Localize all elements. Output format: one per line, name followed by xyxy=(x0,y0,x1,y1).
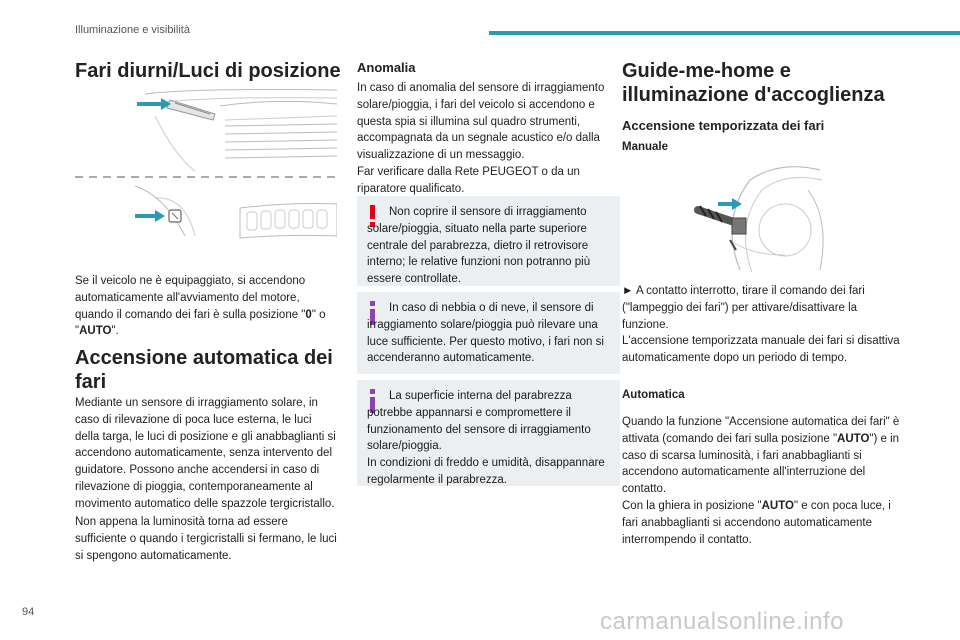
text-segment: Quando la funzione "Accensione automatica dei fari" è attivata (comando dei fari sulla posizione " xyxy=(622,416,900,445)
running-header: Illuminazione e visibilità xyxy=(75,24,190,36)
text-segment: " e con poca luce, i fari anabbaglianti si accendono automaticamente interrompendo il contatto. xyxy=(622,499,891,546)
paragraph-lights-off: Non appena la luminosità torna ad essere sufficiente o quando i tergicristalli si fermano, le luci si spengono automaticamente. xyxy=(75,516,337,562)
note-text: In caso di nebbia o di neve, il sensore di irraggiamento solare/pioggia può rilevare una luce sufficiente. Per questo motivo, i fari non si accenderanno automaticamente. xyxy=(367,302,604,365)
paragraph-daytime-lights xyxy=(75,273,337,340)
info-note-windshield xyxy=(357,380,620,486)
text-bold-zero: 0 xyxy=(305,308,312,321)
text-segment: ". xyxy=(111,325,119,338)
heading-automatic: Automatica xyxy=(622,389,685,401)
text-segment: L'accensione temporizzata manuale dei fari si disattiva automaticamente dopo un periodo di tempo. xyxy=(622,335,900,365)
paragraph-automatic xyxy=(622,414,902,548)
illustration-car-front xyxy=(75,86,337,246)
text-segment: Con la ghiera in posizione " xyxy=(622,499,762,512)
page-number: 94 xyxy=(22,606,35,618)
text-segment: Se il veicolo ne è equipaggiato, si accendono automaticamente all'avviamento del motore, quando il comando dei fari è sulla posizione " xyxy=(75,275,306,321)
note-text: In condizioni di freddo e umidità, disappannare regolarmente il parabrezza. xyxy=(367,457,605,486)
bullet-arrow-icon: ► xyxy=(622,285,634,297)
heading-manual: Manuale xyxy=(622,141,669,153)
text-segment: A contatto interrotto, tirare il comando dei fari ("lampeggio dei fari") per attivare/disattivare la funzione. xyxy=(622,285,865,331)
text-segment: " o " xyxy=(75,308,326,338)
note-text: Non coprire il sensore di irraggiamento solare/pioggia, situato nella parte superiore centrale del parabrezza, dietro il retrovisore interno; le relative funzioni non potranno più essere controllate. xyxy=(367,206,591,286)
title-guide-me-home: Guide-me-home e illuminazione d'accoglienza xyxy=(622,60,885,106)
paragraph-manual xyxy=(622,283,902,367)
title-daytime-lights: Fari diurni/Luci di posizione xyxy=(75,60,341,82)
warning-note xyxy=(357,196,620,286)
title-auto-lights: Accensione automatica dei fari xyxy=(75,347,333,393)
title-anomaly: Anomalia xyxy=(357,60,416,75)
info-note-fog-text xyxy=(367,300,612,367)
info-note-fog xyxy=(357,292,620,374)
note-text: La superficie interna del parabrezza potrebbe appannarsi e compromettere il funzionamento del sensore di irraggiamento solare/pioggia. xyxy=(367,390,591,453)
text-bold-auto: AUTO xyxy=(761,499,794,512)
text-segment: ") e in caso di scarsa luminosità, i fari anabbaglianti si accendono automaticamente all'interruzione del contatto. xyxy=(622,432,900,496)
text-bold-auto: AUTO xyxy=(79,325,112,338)
illustration-light-stalk xyxy=(690,160,840,275)
paragraph-anomaly: In caso di anomalia del sensore di irraggiamento solare/pioggia, i fari del veicolo si accendono e questa spia si illumina sul quadro strumenti, accompagnata da un segnale acustico e/o dalla visualizzazione di un messaggio. xyxy=(357,82,605,162)
header-accent-bar xyxy=(489,31,960,35)
warning-note-text xyxy=(367,204,612,288)
paragraph-dealer: Far verificare dalla Rete PEUGEOT o da un riparatore qualificato. xyxy=(357,166,580,195)
watermark: carmanualsonline.info xyxy=(600,608,844,635)
subtitle-timed-lights: Accensione temporizzata dei fari xyxy=(622,118,825,133)
text-bold-auto: AUTO xyxy=(837,432,870,445)
info-note-windshield-text xyxy=(367,388,612,489)
paragraph-auto-lights: Mediante un sensore di irraggiamento solare, in caso di rilevazione di poca luce esterna, le luci della targa, le luci di posizione e gli anabbaglianti si accendono automaticamente, senza intervento del guidatore. Possono anche accendersi in caso di rilevazione di pioggia, contemporaneamente al movimento automatico delle spazzole tergicristallo. xyxy=(75,397,336,510)
